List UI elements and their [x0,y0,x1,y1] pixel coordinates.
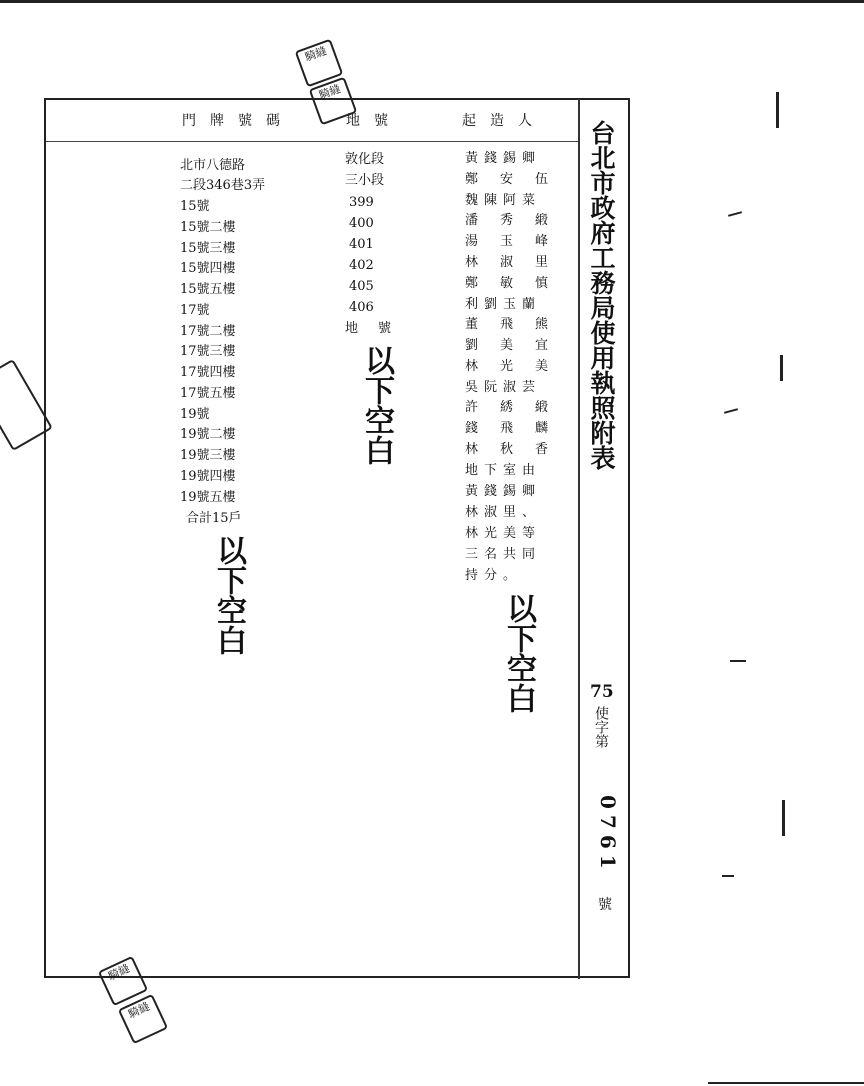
builder-note: 持分。 [465,568,523,583]
builder-note: 三名共同 [465,547,542,562]
address-row: 17號 [180,303,210,318]
builder-row: 劉美宜 [465,338,571,353]
stamp-text: 騎縫 [303,44,329,64]
margin-tick [730,660,746,662]
header-address: 門牌號碼 [182,113,294,129]
builder-row: 魏陳阿菜 [465,193,542,208]
builder-row: 吳阮淑芸 [465,380,542,395]
builder-row: 利劉玉蘭 [465,297,542,312]
header-rule [46,141,578,142]
builder-note: 林淑里、 [465,505,542,520]
address-row: 19號二樓 [180,427,236,442]
builder-note: 黃錢錫卿 [465,484,542,499]
builder-note: 林光美等 [465,526,542,541]
stamp-text: 騎縫 [126,999,152,1021]
address-row: 17號五樓 [180,386,236,401]
builder-row: 林秋香 [465,442,571,457]
builder-row: 潘秀緞 [465,213,571,228]
title-panel-divider [578,99,580,979]
licence-suffix: 號 [598,897,612,913]
stamp-text: 騎縫 [106,961,132,983]
blank-below-note-address: 以下空白 [211,535,246,655]
top-edge-scan-line [0,0,864,3]
lot-row: 敦化段 [345,152,385,167]
address-row: 19號三樓 [180,448,236,463]
builder-row: 湯玉峰 [465,234,571,249]
builder-row: 林淑里 [465,255,571,270]
address-row: 19號五樓 [180,490,236,505]
licence-label: 使字第 [593,706,609,748]
document-title: 台北市政府工務局使用執照附表 [587,120,616,470]
lot-row: 406 [349,300,374,315]
licence-year: 75 [590,682,614,702]
builder-row: 鄭安伍 [465,172,571,187]
header-builder: 起造人 [462,113,546,129]
builder-row: 許綉緞 [465,400,571,415]
licence-serial: 0761 [596,795,620,875]
stamp-text: 騎縫 [317,82,343,102]
builder-row: 錢飛麟 [465,421,571,436]
header-lot: 地號 [346,113,402,129]
blank-below-note-builder: 以下空白 [501,593,536,713]
address-row: 15號四樓 [180,261,236,276]
seam-stamp [118,994,168,1044]
address-row: 15號二樓 [180,220,236,235]
builder-row: 黃錢錫卿 [465,151,542,166]
address-row: 北市八德路 [180,158,246,173]
lot-row: 地號 [345,321,412,336]
margin-tick [728,211,742,217]
builder-row: 董飛熊 [465,317,571,332]
lot-row: 401 [349,237,374,252]
blank-below-note-lot: 以下空白 [359,345,394,465]
builder-note: 地下室由 [465,463,542,478]
address-row: 17號三樓 [180,344,236,359]
lot-row: 402 [349,258,374,273]
lot-row: 三小段 [345,173,385,188]
address-row: 15號 [180,199,210,214]
margin-mark [782,800,785,836]
margin-tick [722,875,734,877]
address-row: 17號四樓 [180,365,236,380]
margin-tick [724,408,738,414]
builder-row: 林光美 [465,359,571,374]
address-row: 19號 [180,407,210,422]
margin-mark [780,355,783,381]
margin-mark [776,92,779,128]
address-row: 15號三樓 [180,241,236,256]
address-total: 合計15戶 [186,511,242,526]
bottom-edge-scan-line [708,1082,864,1084]
address-row: 17號二樓 [180,324,236,339]
lot-row: 400 [349,216,374,231]
address-row: 二段346巷3弄 [180,178,266,193]
lot-row: 405 [349,279,374,294]
lot-row: 399 [349,195,374,210]
address-row: 15號五樓 [180,282,236,297]
builder-row: 鄭敏慎 [465,276,571,291]
address-row: 19號四樓 [180,469,236,484]
